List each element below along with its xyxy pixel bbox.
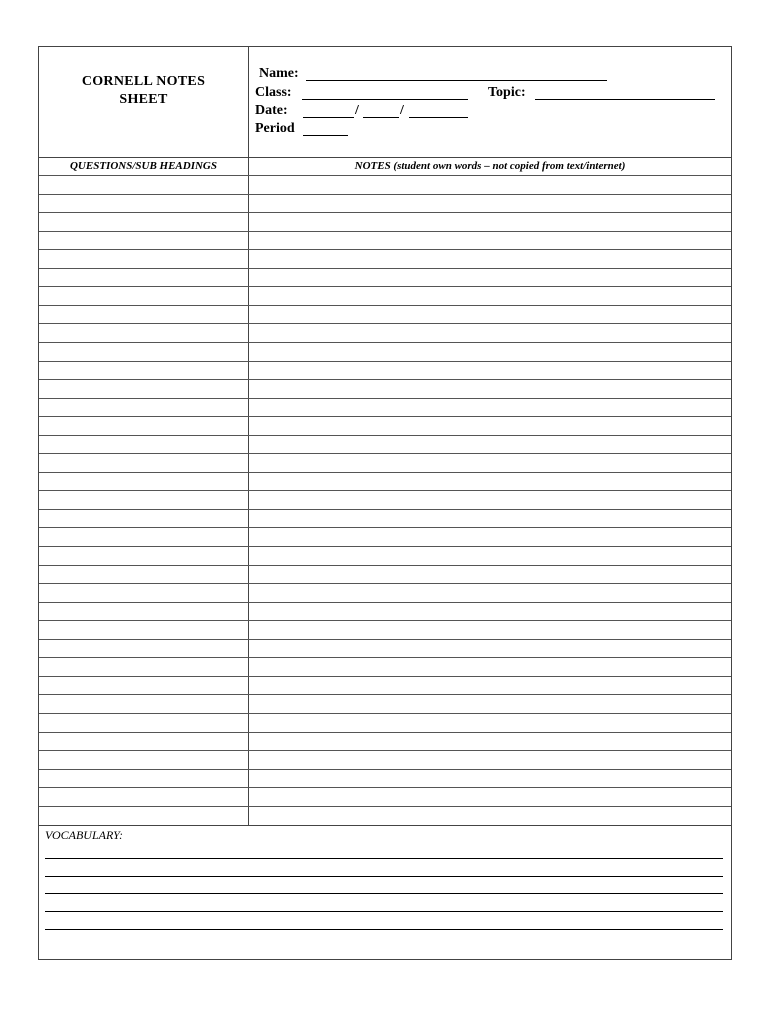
- date-label: Date:: [255, 103, 288, 118]
- sheet-title-line1: CORNELL NOTES: [81, 74, 206, 89]
- vocabulary-section: [39, 825, 731, 960]
- note-row-line: [39, 323, 731, 324]
- note-row-line: [39, 713, 731, 714]
- note-row-line: [39, 694, 731, 695]
- date-day-field[interactable]: [363, 117, 399, 118]
- note-row-line: [39, 194, 731, 195]
- class-field[interactable]: [302, 99, 468, 100]
- note-row-line: [39, 620, 731, 621]
- date-separator-1: /: [355, 103, 359, 118]
- date-separator-2: /: [400, 103, 404, 118]
- student-info-cell: [249, 47, 731, 157]
- note-row-line: [39, 268, 731, 269]
- note-row-line: [39, 398, 731, 399]
- note-row-line: [39, 787, 731, 788]
- cornell-notes-sheet: [38, 46, 732, 960]
- note-row-line: [39, 602, 731, 603]
- vocabulary-line[interactable]: [45, 876, 723, 877]
- name-label: Name:: [259, 66, 299, 81]
- note-row-line: [39, 583, 731, 584]
- title-cell: [39, 47, 249, 157]
- notes-column-header: NOTES (student own words – not copied from text/internet): [354, 160, 626, 172]
- note-row-line: [39, 527, 731, 528]
- note-row-line: [39, 472, 731, 473]
- note-row-line: [39, 286, 731, 287]
- date-year-field[interactable]: [409, 117, 468, 118]
- period-field[interactable]: [303, 135, 348, 136]
- note-row-line: [39, 676, 731, 677]
- note-row-line: [39, 231, 731, 232]
- date-month-field[interactable]: [303, 117, 354, 118]
- vocabulary-line[interactable]: [45, 893, 723, 894]
- note-row-line: [39, 212, 731, 213]
- note-row-line: [39, 657, 731, 658]
- note-row-line: [39, 305, 731, 306]
- vocabulary-line[interactable]: [45, 929, 723, 930]
- topic-label: Topic:: [488, 85, 526, 100]
- sheet-title-line2: SHEET: [119, 92, 168, 107]
- note-row-line: [39, 639, 731, 640]
- note-row-line: [39, 379, 731, 380]
- name-field[interactable]: [306, 80, 607, 81]
- vocabulary-line[interactable]: [45, 911, 723, 912]
- note-row-line: [39, 546, 731, 547]
- topic-field[interactable]: [535, 99, 715, 100]
- note-row-line: [39, 509, 731, 510]
- vocabulary-label: VOCABULARY:: [45, 828, 123, 842]
- vocabulary-line[interactable]: [45, 858, 723, 859]
- note-row-line: [39, 435, 731, 436]
- note-row-line: [39, 342, 731, 343]
- note-row-line: [39, 750, 731, 751]
- note-row-line: [39, 175, 731, 176]
- header-section: [39, 47, 731, 158]
- note-row-line: [39, 565, 731, 566]
- questions-column-header: QUESTIONS/SUB HEADINGS: [69, 160, 217, 172]
- note-row-line: [39, 249, 731, 250]
- note-row-line: [39, 732, 731, 733]
- note-row-line: [39, 453, 731, 454]
- note-row-line: [39, 769, 731, 770]
- class-label: Class:: [255, 85, 292, 100]
- note-row-line: [39, 416, 731, 417]
- note-row-line: [39, 361, 731, 362]
- period-label: Period: [255, 121, 295, 136]
- note-row-line: [39, 806, 731, 807]
- note-row-line: [39, 490, 731, 491]
